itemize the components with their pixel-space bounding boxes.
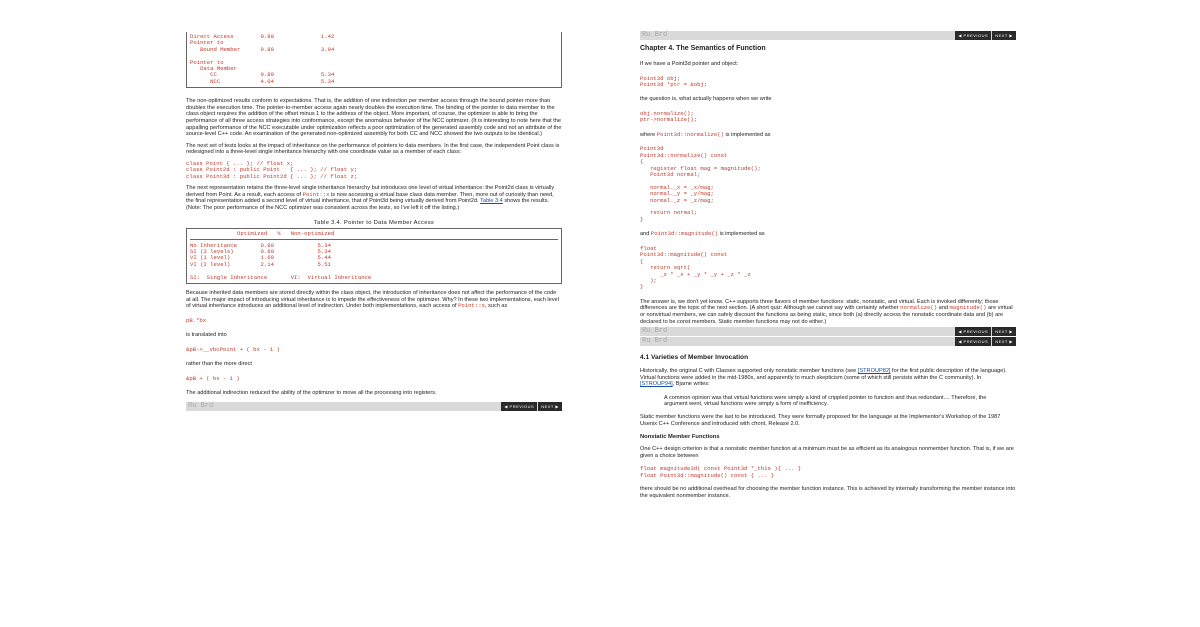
link-stroup82[interactable]: [STROUP82]	[857, 368, 891, 375]
navbar-label: Ru Brd	[642, 337, 668, 346]
table-caption: Table 3.4. Pointer to Data Member Access	[313, 219, 435, 226]
navbar-buttons	[954, 337, 1016, 346]
paragraph-inherited-members	[186, 290, 562, 310]
paragraph-question: the question is, what actually happens when we write	[640, 96, 772, 103]
code-normalize-calls: obj.normalize(); ptr->normalize();	[640, 110, 698, 124]
paragraph-nonoptimized-results: The non-optimized results conform to expectations. That is, the addition of one indirection per member access through the bound pointer more than doubles the execution time. The pointer-to-member access again nearly doubles the execution time. The binding of the pointer to data member to the class object requires the addition of the offset minus 1 to the address of the object. More important, of course, the optimizer is able to bring the performance of all three access strategies into conformance, except the anomalous behavior of the NCC optimizer. (It is interesting to note here that the appalling performance of the NCC executable under optimization reflects a poor optimization of the generated assembly code and not an attribute of the source-level C++ code. An examination of the generated non-optimized assembly for both CC and NCC showed the two outputs to be identical.)	[186, 98, 562, 138]
link-stroup94[interactable]: [STROUP94]	[640, 381, 673, 388]
previous-button[interactable]: ◀ PREVIOUS	[955, 31, 991, 40]
inline-code-magnitude-2: magnitude()	[949, 304, 987, 312]
inline-code-magnitude: Point3d::magnitude()	[650, 230, 719, 238]
next-button[interactable]: NEXT ▶	[992, 337, 1016, 346]
para3-text-c: shows the results. (Note: The poor performance of the NCC optimizer was consistent across the tests, so I've left it off the listing.)	[186, 198, 550, 211]
table-3-4	[186, 228, 562, 284]
paragraph-magnitude-impl	[640, 231, 1016, 238]
code-normalize-body: Point3d Point3d::normalize() const { register float mag = magnitude(); Point3d normal; normal._x = _x/mag; normal._y = _y/mag; normal._z = _z/mag; return normal; }	[640, 145, 761, 223]
left-page	[186, 32, 562, 415]
p6-text-a: Historically, the original C with Classes supported only nonstatic member functions (see	[640, 368, 858, 375]
next-button[interactable]: NEXT ▶	[992, 31, 1016, 40]
blockquote-stroustrup: A common opinion was that virtual functions were simply a kind of crippled pointer to function and thus redundant.... Therefore, the argument went, virtual functions were simply a form of inefficiency.	[664, 394, 987, 408]
p3-text-a: where	[640, 131, 657, 138]
navbar-label: Ru Brd	[642, 31, 668, 39]
code-magnitude-body: float Point3d::magnitude() const { return sqrt( _x * _x + _y * _y + _z * _z ); }	[640, 244, 751, 291]
inline-code-point-x-2: Point::x	[458, 302, 485, 310]
paragraph-history	[640, 368, 1016, 388]
inline-code-point-x: Point::x	[302, 190, 330, 198]
right-top-navbar	[640, 31, 1016, 40]
inline-code-normalize-2: normalize()	[900, 304, 938, 312]
right-mid-navbar-2	[640, 337, 1016, 346]
paragraph-more-direct: rather than the more direct	[186, 361, 252, 368]
navbar-buttons	[954, 31, 1016, 40]
paragraph-inheritance-tests: The next set of tests looks at the impact of inheritance on the performance of pointers to data members. In the first case, the independent Point class is redesigned into a three-level single inheritance hierarchy with one coordinate value as a member of each class:	[186, 142, 560, 156]
section-title: 4.1 Varieties of Member Invocation	[640, 354, 749, 362]
table-header: Optimized % Non-optimized	[190, 231, 558, 239]
para4-text-b: , such as	[484, 303, 508, 310]
next-button[interactable]: NEXT ▶	[992, 327, 1016, 336]
paragraph-member-function-flavors	[640, 299, 1016, 325]
para3-text-a: The next representation retains the three-level single inheritance hierarchy but introduces one level of virtual inheritance: the Point2d class is virtually derived from Point. As a result, each access of	[186, 185, 555, 198]
inline-code-normalize: Point3d::normalize()	[656, 130, 724, 138]
code-obj-ptr: Point3d obj; Point3d *ptr = &obj;	[640, 74, 708, 88]
navbar-label: Ru Brd	[642, 327, 668, 336]
p6-text-c: , Bjarne writes:	[672, 381, 710, 388]
table-body: No Inheritance 0.80 5.34 SI (3 levels) 0.80 5.34 VI (1 level) 1.60 5.44 VI (2 level) 2.14 5.51 SI: Single Inheritance VI: Virtual Inheritance	[190, 241, 372, 281]
code-class-hierarchy: class Point { ... }; // float x; class Point2d : public Point { ... }; // float y; class Point3d : public Point2d { ... }; // float z;	[186, 160, 358, 180]
chapter-title: Chapter 4. The Semantics of Function	[640, 45, 766, 52]
para4-text-a: Because inherited data members are stored directly within the class object, the introduction of inheritance does not affect the performance of the code at all. The major impact of introducing virtual inheritance is to impede the effectiveness of the optimizer. Why? In these two implementations, each level of virtual inheritance introduces an additional level of indirection. Under both implementations, each access of	[186, 290, 559, 310]
paragraph-normalize-impl	[640, 132, 1016, 139]
paragraph-pointer-and-object: If we have a Point3d pointer and object:	[640, 61, 739, 67]
paragraph-virtual-inheritance	[186, 185, 562, 211]
paragraph-additional-indirection: The additional indirection reduced the ability of the optimizer to move all the processing into registers.	[186, 390, 437, 397]
paragraph-static-members: Static member functions were the last to be introduced. They were formally proposed for the language at the Implementor's Workshop of the 1987 Usenix C++ Conference and introduced with cfront, Release 2.0.	[640, 414, 1001, 427]
navbar-buttons	[954, 327, 1016, 336]
code-pb-bx: pB.*bx	[186, 316, 207, 324]
previous-button[interactable]: ◀ PREVIOUS	[955, 327, 991, 336]
p5-text-a: The answer is, we don't yet know. C++ supports three flavors of member functions: static, nonstatic, and virtual. Each is invoked differently; those differences are the topic of the next section. (A short quiz: Although we cannot say with certainty whether	[640, 298, 999, 312]
para3-text-b: is now accessing a virtual base class data member. Then, more out of curiosity than need, the final representation added a second level of virtual inheritance, that of Point3d being virtually derived from Point2d.	[186, 191, 554, 205]
p5-text-b: and	[937, 305, 950, 312]
code-magnitude3d: float magnitude3d( const Point3d *_this ){ ... } float Point3d::magnitude() const { ... }	[640, 465, 802, 479]
next-button[interactable]: NEXT ▶	[538, 402, 562, 411]
p4-text-b: is implemented as	[718, 231, 765, 238]
code-vbc-point: &pB->__vbcPoint + ( bx - 1 )	[186, 345, 280, 353]
navbar-label: Ru Brd	[188, 401, 214, 410]
right-page	[640, 31, 1016, 504]
paragraph-no-overhead: there should be no additional overhead for choosing the member function instance. This is achieved by internally transforming the member instance into the equivalent nonmember instance.	[640, 486, 1016, 499]
p5-text-c: are virtual or nonvirtual members, we can safely discount the functions as being static, since both (a) directly access the nonstatic coordinate data and (b) are declared to be const members. Static member functions may not do either.)	[640, 305, 1013, 325]
subsection-title: Nonstatic Member Functions	[640, 434, 720, 441]
p3-text-b: is implemented as	[723, 131, 771, 138]
link-table-3-4[interactable]: Table 3.4	[480, 198, 503, 205]
left-bottom-navbar	[186, 402, 562, 411]
p6-text-b: for the first public description of the language). Virtual functions were added in the mid-1980s, and apparently to much skepticism (some of which still persists within the C community). In	[640, 368, 1007, 381]
navbar-buttons	[500, 402, 562, 411]
paragraph-design-criterion: One C++ design criterion is that a nonstatic member function at a minimum must be as efficient as its analogous nonmember function. That is, if we are given a choice between	[640, 446, 1014, 459]
code-direct: &pB + ( bx - 1 )	[186, 374, 240, 382]
previous-button[interactable]: ◀ PREVIOUS	[955, 337, 991, 346]
member-access-table-fragment	[186, 32, 562, 88]
previous-button[interactable]: ◀ PREVIOUS	[501, 402, 537, 411]
paragraph-translated-into: is translated into	[186, 332, 227, 339]
p4-text-a: and	[640, 231, 651, 238]
member-access-table-code: Direct Access 0.80 1.42 Pointer to Bound Member 0.80 3.04 Pointer to Data Member CC 0.80 5.34 NCC 4.04 5.34	[190, 33, 335, 85]
right-mid-navbar-1	[640, 327, 1016, 336]
